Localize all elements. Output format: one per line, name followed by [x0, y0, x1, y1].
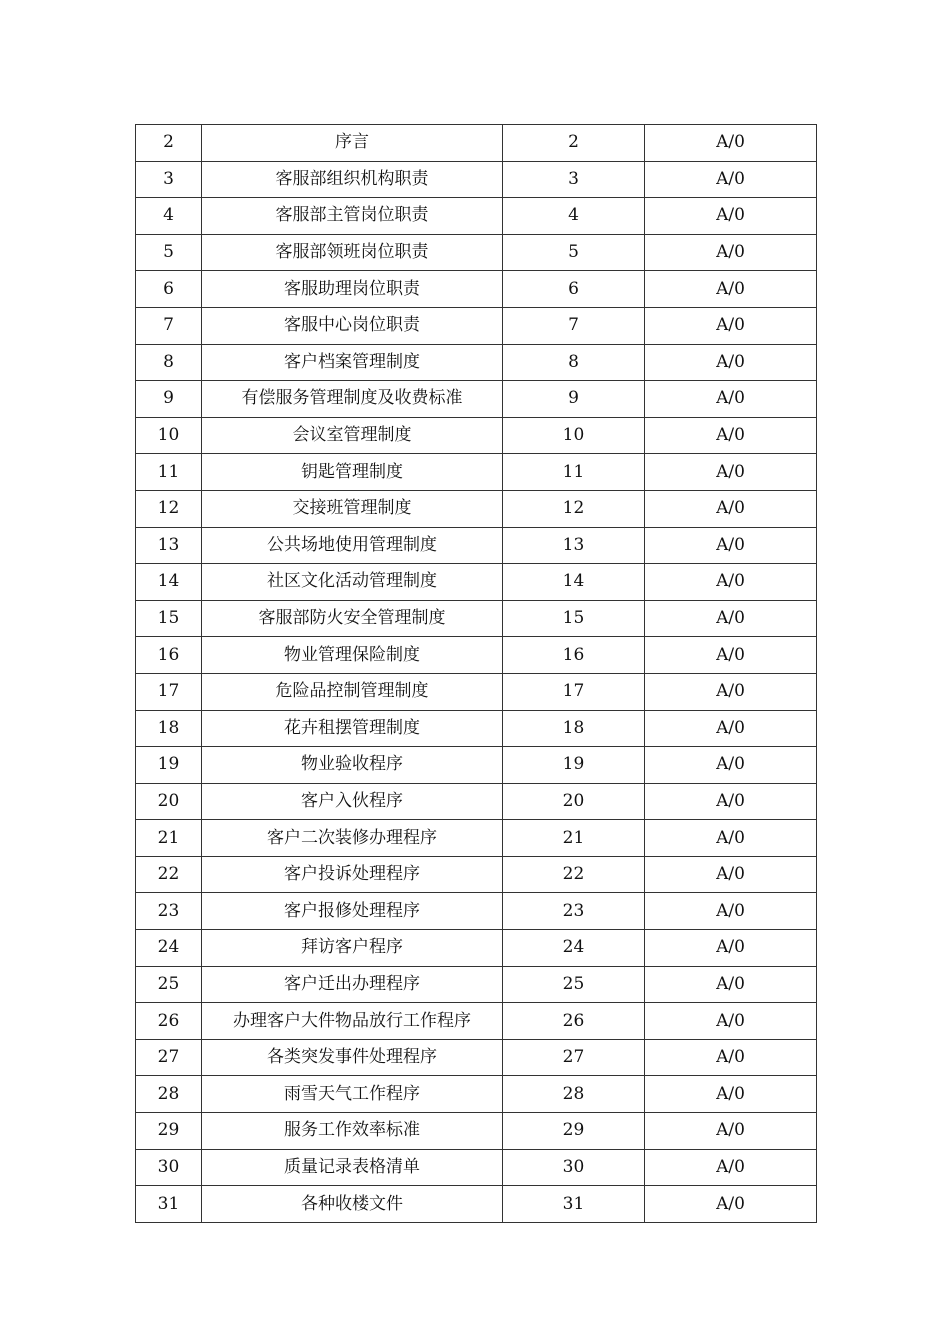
table-row: [136, 344, 817, 381]
table-row: [136, 673, 817, 710]
table-row: [136, 893, 817, 930]
document-title-cell: 物业验收程序: [202, 747, 503, 784]
page-number-cell: 2: [503, 125, 645, 162]
version-cell: A/0: [645, 490, 817, 527]
row-number-cell: 20: [136, 783, 202, 820]
version-cell: A/0: [645, 344, 817, 381]
document-index-table: [135, 124, 817, 1223]
page-number-cell: 19: [503, 747, 645, 784]
version-cell: A/0: [645, 1003, 817, 1040]
row-number-cell: 2: [136, 125, 202, 162]
version-cell: A/0: [645, 710, 817, 747]
row-number-cell: 23: [136, 893, 202, 930]
document-title-cell: 社区文化活动管理制度: [202, 564, 503, 601]
table-row: [136, 1003, 817, 1040]
table-row: [136, 1149, 817, 1186]
row-number-cell: 27: [136, 1039, 202, 1076]
version-cell: A/0: [645, 161, 817, 198]
row-number-cell: 11: [136, 454, 202, 491]
table-row: [136, 783, 817, 820]
document-title-cell: 公共场地使用管理制度: [202, 527, 503, 564]
document-title-cell: 客服部领班岗位职责: [202, 234, 503, 271]
document-title-cell: 序言: [202, 125, 503, 162]
page-number-cell: 13: [503, 527, 645, 564]
row-number-cell: 6: [136, 271, 202, 308]
version-cell: A/0: [645, 893, 817, 930]
document-title-cell: 物业管理保险制度: [202, 637, 503, 674]
page-number-cell: 9: [503, 381, 645, 418]
table-row: [136, 381, 817, 418]
page-number-cell: 28: [503, 1076, 645, 1113]
document-title-cell: 客服助理岗位职责: [202, 271, 503, 308]
version-cell: A/0: [645, 271, 817, 308]
document-title-cell: 各类突发事件处理程序: [202, 1039, 503, 1076]
row-number-cell: 13: [136, 527, 202, 564]
table-row: [136, 637, 817, 674]
row-number-cell: 5: [136, 234, 202, 271]
page-number-cell: 5: [503, 234, 645, 271]
page-number-cell: 3: [503, 161, 645, 198]
document-title-cell: 客户入伙程序: [202, 783, 503, 820]
page-number-cell: 27: [503, 1039, 645, 1076]
table-row: [136, 161, 817, 198]
document-title-cell: 客服部防火安全管理制度: [202, 600, 503, 637]
document-title-cell: 会议室管理制度: [202, 417, 503, 454]
document-title-cell: 钥匙管理制度: [202, 454, 503, 491]
version-cell: A/0: [645, 673, 817, 710]
version-cell: A/0: [645, 1039, 817, 1076]
document-title-cell: 客户投诉处理程序: [202, 856, 503, 893]
document-title-cell: 办理客户大件物品放行工作程序: [202, 1003, 503, 1040]
version-cell: A/0: [645, 125, 817, 162]
row-number-cell: 17: [136, 673, 202, 710]
version-cell: A/0: [645, 783, 817, 820]
row-number-cell: 21: [136, 820, 202, 857]
version-cell: A/0: [645, 600, 817, 637]
version-cell: A/0: [645, 1186, 817, 1223]
table-body: [136, 125, 817, 1223]
row-number-cell: 15: [136, 600, 202, 637]
row-number-cell: 8: [136, 344, 202, 381]
table-row: [136, 930, 817, 967]
row-number-cell: 4: [136, 198, 202, 235]
table-row: [136, 527, 817, 564]
page-number-cell: 15: [503, 600, 645, 637]
row-number-cell: 30: [136, 1149, 202, 1186]
page-number-cell: 18: [503, 710, 645, 747]
row-number-cell: 10: [136, 417, 202, 454]
version-cell: A/0: [645, 454, 817, 491]
table-row: [136, 820, 817, 857]
row-number-cell: 16: [136, 637, 202, 674]
version-cell: A/0: [645, 527, 817, 564]
row-number-cell: 14: [136, 564, 202, 601]
document-title-cell: 客户迁出办理程序: [202, 966, 503, 1003]
version-cell: A/0: [645, 856, 817, 893]
version-cell: A/0: [645, 747, 817, 784]
row-number-cell: 9: [136, 381, 202, 418]
document-title-cell: 雨雪天气工作程序: [202, 1076, 503, 1113]
row-number-cell: 12: [136, 490, 202, 527]
page-number-cell: 31: [503, 1186, 645, 1223]
row-number-cell: 24: [136, 930, 202, 967]
document-title-cell: 客户报修处理程序: [202, 893, 503, 930]
document-title-cell: 质量记录表格清单: [202, 1149, 503, 1186]
document-title-cell: 客服中心岗位职责: [202, 307, 503, 344]
version-cell: A/0: [645, 637, 817, 674]
document-title-cell: 危险品控制管理制度: [202, 673, 503, 710]
row-number-cell: 18: [136, 710, 202, 747]
table-row: [136, 198, 817, 235]
document-title-cell: 客户档案管理制度: [202, 344, 503, 381]
document-title-cell: 客服部组织机构职责: [202, 161, 503, 198]
row-number-cell: 26: [136, 1003, 202, 1040]
table-row: [136, 564, 817, 601]
page-number-cell: 12: [503, 490, 645, 527]
version-cell: A/0: [645, 820, 817, 857]
row-number-cell: 28: [136, 1076, 202, 1113]
table-row: [136, 125, 817, 162]
table-row: [136, 1039, 817, 1076]
page-number-cell: 7: [503, 307, 645, 344]
table-row: [136, 710, 817, 747]
document-title-cell: 拜访客户程序: [202, 930, 503, 967]
row-number-cell: 22: [136, 856, 202, 893]
table-row: [136, 307, 817, 344]
version-cell: A/0: [645, 1149, 817, 1186]
row-number-cell: 29: [136, 1113, 202, 1150]
page-number-cell: 4: [503, 198, 645, 235]
page-number-cell: 29: [503, 1113, 645, 1150]
page-number-cell: 20: [503, 783, 645, 820]
version-cell: A/0: [645, 564, 817, 601]
table-row: [136, 417, 817, 454]
table-row: [136, 234, 817, 271]
table-row: [136, 1186, 817, 1223]
version-cell: A/0: [645, 381, 817, 418]
row-number-cell: 19: [136, 747, 202, 784]
page-number-cell: 6: [503, 271, 645, 308]
row-number-cell: 7: [136, 307, 202, 344]
table-row: [136, 966, 817, 1003]
page-number-cell: 11: [503, 454, 645, 491]
document-title-cell: 客户二次装修办理程序: [202, 820, 503, 857]
row-number-cell: 31: [136, 1186, 202, 1223]
document-title-cell: 服务工作效率标准: [202, 1113, 503, 1150]
version-cell: A/0: [645, 307, 817, 344]
page-number-cell: 16: [503, 637, 645, 674]
table-row: [136, 1076, 817, 1113]
document-title-cell: 各种收楼文件: [202, 1186, 503, 1223]
page-number-cell: 30: [503, 1149, 645, 1186]
page-number-cell: 25: [503, 966, 645, 1003]
table-row: [136, 747, 817, 784]
version-cell: A/0: [645, 930, 817, 967]
version-cell: A/0: [645, 1113, 817, 1150]
page-number-cell: 8: [503, 344, 645, 381]
document-title-cell: 有偿服务管理制度及收费标准: [202, 381, 503, 418]
page-number-cell: 24: [503, 930, 645, 967]
version-cell: A/0: [645, 966, 817, 1003]
row-number-cell: 25: [136, 966, 202, 1003]
version-cell: A/0: [645, 1076, 817, 1113]
table-row: [136, 271, 817, 308]
page-number-cell: 23: [503, 893, 645, 930]
page-number-cell: 22: [503, 856, 645, 893]
page-number-cell: 10: [503, 417, 645, 454]
document-title-cell: 交接班管理制度: [202, 490, 503, 527]
page-number-cell: 14: [503, 564, 645, 601]
document-title-cell: 客服部主管岗位职责: [202, 198, 503, 235]
table-row: [136, 454, 817, 491]
table-row: [136, 1113, 817, 1150]
page-number-cell: 26: [503, 1003, 645, 1040]
table-row: [136, 490, 817, 527]
version-cell: A/0: [645, 198, 817, 235]
page-number-cell: 17: [503, 673, 645, 710]
row-number-cell: 3: [136, 161, 202, 198]
table-row: [136, 600, 817, 637]
version-cell: A/0: [645, 417, 817, 454]
document-title-cell: 花卉租摆管理制度: [202, 710, 503, 747]
table-row: [136, 856, 817, 893]
page-number-cell: 21: [503, 820, 645, 857]
version-cell: A/0: [645, 234, 817, 271]
